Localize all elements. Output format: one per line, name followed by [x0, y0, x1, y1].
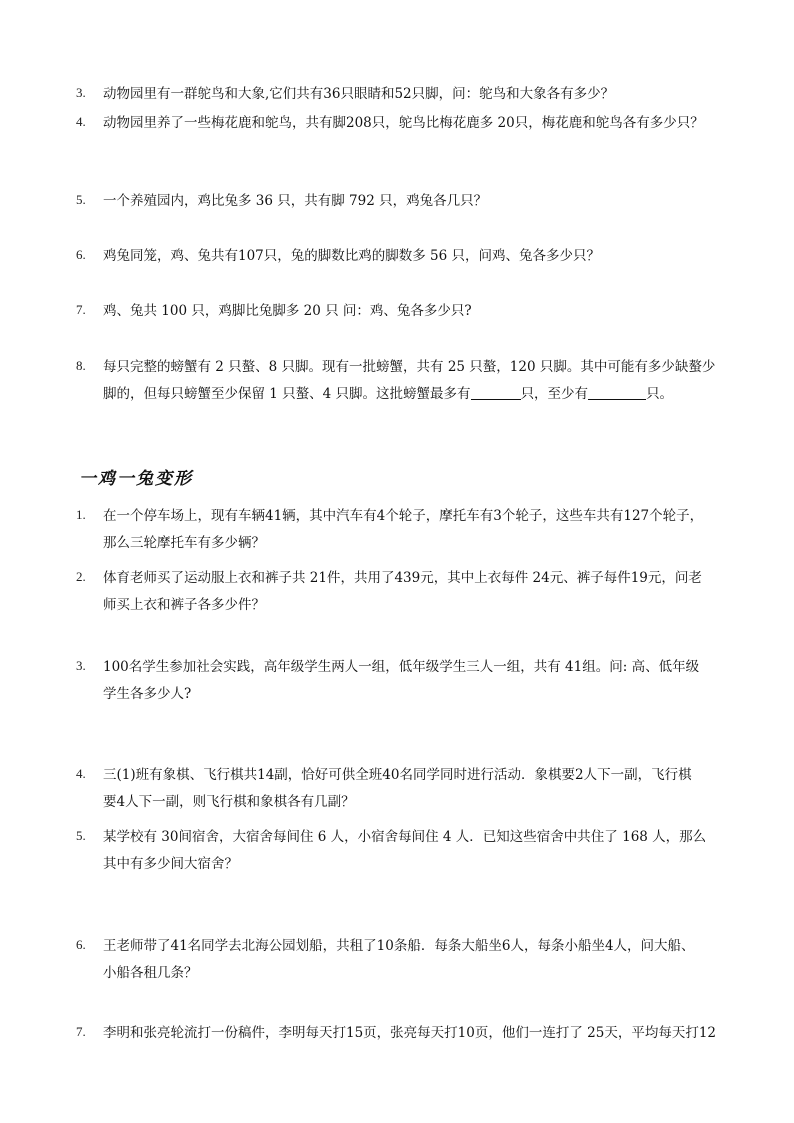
- problem-text: 在一个停车场上，现有车辆41辆，其中汽车有4个轮子，摩托车有3个轮子，这些车共有127个轮子，: [103, 508, 704, 524]
- problem-text: 鸡兔同笼，鸡、兔共有107只，兔的脚数比鸡的脚数多 56 只，问鸡、兔各多少只？: [103, 248, 601, 264]
- problem-text: 每只完整的螃蟹有 2 只螯、8 只脚。现有一批螃蟹，共有 25 只螯，120 只脚。其中可能有多少缺螯少: [103, 359, 716, 375]
- problem-number: 5.: [76, 192, 86, 207]
- problem-text: 学生各多少人?: [103, 686, 192, 702]
- problem-text: 那么三轮摩托车有多少辆？: [103, 535, 265, 551]
- problem-number: 3.: [76, 658, 86, 673]
- problem-number: 5.: [76, 828, 86, 843]
- problem-number: 7.: [76, 1024, 86, 1039]
- problem-text: 李明和张亮轮流打一份稿件，李明每天打15页，张亮每天打10页，他们一连打了 25天，平均每天打12: [103, 1025, 717, 1041]
- problem-number: 3.: [76, 85, 86, 100]
- problem-number: 1.: [76, 507, 86, 522]
- answer-blank-min[interactable]: [588, 385, 646, 400]
- problem-text: 100名学生参加社会实践，高年级学生两人一组，低年级学生三人一组，共有 41组。问: 高、低年级: [103, 659, 700, 675]
- problem-text: 小船各租几条？: [103, 965, 198, 981]
- problem-number: 2.: [76, 569, 86, 584]
- problem-number: 6.: [76, 247, 86, 262]
- problem-text: 其中有多少间大宿舍？: [103, 856, 238, 872]
- problem-text: 动物园里养了一些梅花鹿和鸵鸟，共有脚208只，鸵鸟比梅花鹿多 20只，梅花鹿和鸵鸟各有多少只？: [103, 115, 704, 131]
- problem-text: 只。: [646, 386, 674, 402]
- problem-text: 三(1)班有象棋、飞行棋共14副，恰好可供全班40名同学同时进行活动．象棋要2人下一副，飞行棋: [103, 767, 692, 783]
- answer-blank-max[interactable]: [471, 385, 521, 400]
- problem-text: 王老师带了41名同学去北海公园划船，共租了10条船．每条大船坐6人，每条小船坐4人，问大船、: [103, 938, 695, 954]
- section-title: 一鸡一兔变形: [79, 469, 193, 489]
- problem-text: 动物园里有一群鸵鸟和大象,它们共有36只眼睛和52只脚，问：鸵鸟和大象各有多少？: [103, 86, 615, 102]
- problem-number: 4.: [76, 114, 86, 129]
- problem-text: 某学校有 30间宿舍，大宿舍每间住 6 人，小宿舍每间住 4 人．已知这些宿舍中共住了 168 人，那么: [103, 829, 707, 845]
- problem-number: 4.: [76, 766, 86, 781]
- problem-text: 体育老师买了运动服上衣和裤子共 21件，共用了439元，其中上衣每件 24元、裤子每件19元，问老: [103, 570, 702, 586]
- problem-number: 7.: [76, 302, 86, 317]
- problem-number: 6.: [76, 937, 86, 952]
- problem-text: 脚的，但每只螃蟹至少保留 1 只螯、4 只脚。这批螃蟹最多有: [103, 386, 471, 402]
- problem-number: 8.: [76, 358, 86, 373]
- problem-text: 一个养殖园内，鸡比兔多 36 只，共有脚 792 只，鸡兔各几只？: [103, 193, 488, 209]
- problem-text: 只，至少有: [520, 386, 589, 402]
- problem-text: 师买上衣和裤子各多少件？: [103, 597, 265, 613]
- problem-text: 要4人下一副，则飞行棋和象棋各有几副？: [103, 794, 355, 810]
- problem-text: 鸡、兔共 100 只，鸡脚比兔脚多 20 只 问：鸡、兔各多少只?: [103, 303, 472, 319]
